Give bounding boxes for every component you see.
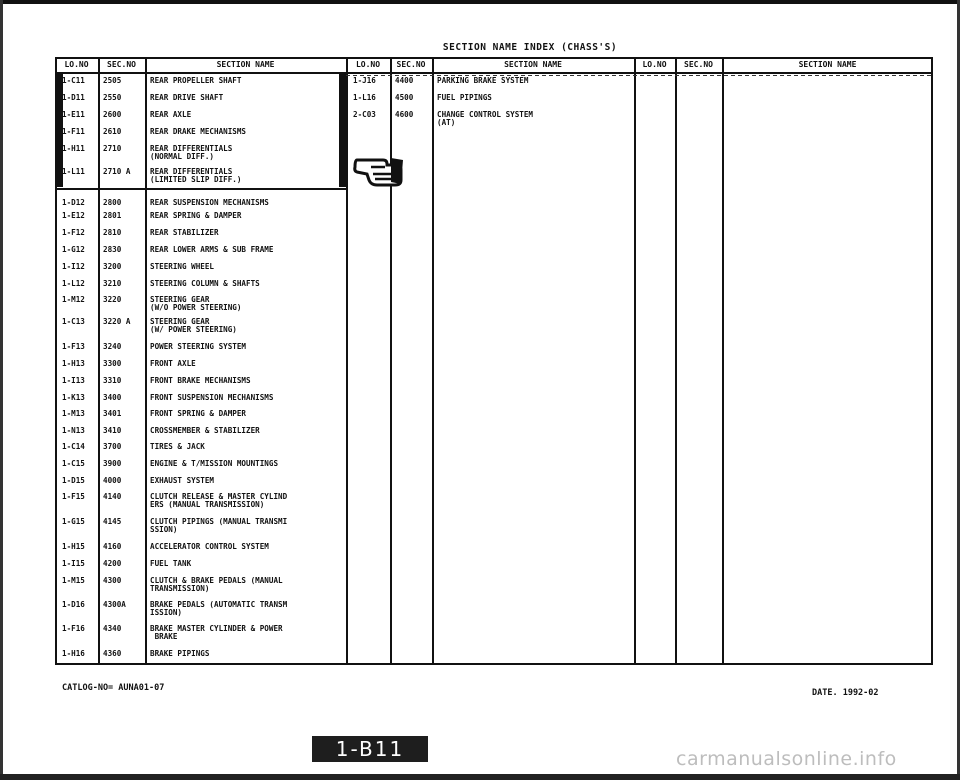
sec-number: 4145 (103, 517, 122, 526)
lo-number: 1-C13 (62, 317, 85, 326)
lo-number: 1-K13 (62, 393, 85, 402)
section-name: BRAKE MASTER CYLINDER & POWER BRAKE (150, 624, 283, 641)
sec-number: 3900 (103, 459, 122, 468)
header-section-name: SECTION NAME (216, 60, 275, 69)
section-name: FRONT BRAKE MECHANISMS (150, 376, 251, 385)
sec-number: 2550 (103, 93, 122, 102)
catalog-number: CATLOG-NO= AUNA01-07 (62, 683, 165, 693)
header-lo-no: LO.NO (64, 60, 89, 69)
section-name: REAR SUSPENSION MECHANISMS (150, 198, 269, 207)
lo-number: 1-F11 (62, 127, 85, 136)
section-name: FRONT AXLE (150, 359, 196, 368)
lo-number: 1-F15 (62, 492, 85, 501)
header-section-name: SECTION NAME (504, 60, 562, 69)
column-divider (145, 57, 147, 665)
lo-number: 1-H16 (62, 649, 85, 658)
sec-number: 3200 (103, 262, 122, 271)
section-name: STEERING GEAR (W/O POWER STEERING) (150, 295, 242, 312)
lo-number: 1-J16 (353, 76, 376, 85)
lo-number: 1-F13 (62, 342, 85, 351)
sec-number: 4500 (395, 93, 414, 102)
sec-number: 2800 (103, 198, 122, 207)
block-divider (55, 188, 346, 190)
lo-number: 1-G12 (62, 245, 85, 254)
section-name: BRAKE PIPINGS (150, 649, 210, 658)
sec-number: 3210 (103, 279, 122, 288)
sec-number: 2505 (103, 76, 122, 85)
header-divider (55, 72, 933, 74)
sec-number: 3401 (103, 409, 122, 418)
lo-number: 2-C03 (353, 110, 376, 119)
section-name: BRAKE PEDALS (AUTOMATIC TRANSM ISSION) (150, 600, 288, 617)
lo-number: 1-M12 (62, 295, 85, 304)
lo-number: 1-M13 (62, 409, 85, 418)
section-name: CLUTCH PIPINGS (MANUAL TRANSMI SSION) (150, 517, 288, 534)
section-name: REAR DIFFERENTIALS (NORMAL DIFF.) (150, 144, 233, 161)
sec-number: 4300 (103, 576, 122, 585)
section-name: EXHAUST SYSTEM (150, 476, 215, 485)
lo-number: 1-H15 (62, 542, 85, 551)
lo-number: 1-M15 (62, 576, 85, 585)
sec-number: 4360 (103, 649, 122, 658)
lo-number: 1-E11 (62, 110, 85, 119)
section-name: CLUTCH RELEASE & MASTER CYLIND ERS (MANUAL TRANSMISSION) (150, 492, 288, 509)
page-edge-bottom (0, 774, 960, 780)
sec-number: 4000 (103, 476, 122, 485)
header-lo-no: LO.NO (642, 60, 667, 69)
dashed-separator (346, 75, 933, 76)
sec-number: 3240 (103, 342, 122, 351)
lo-number: 1-D12 (62, 198, 85, 207)
lo-number: 1-G15 (62, 517, 85, 526)
header-sec-no: SEC.NO (396, 60, 426, 69)
lo-number: 1-D11 (62, 93, 85, 102)
header-section-name: SECTION NAME (798, 60, 857, 69)
lo-number: 1-C15 (62, 459, 85, 468)
section-name: REAR LOWER ARMS & SUB FRAME (150, 245, 274, 254)
column-divider (722, 57, 724, 665)
section-name: ENGINE & T/MISSION MOUNTINGS (150, 459, 279, 468)
lo-number: 1-F12 (62, 228, 85, 237)
section-name: STEERING WHEEL (150, 262, 215, 271)
section-name: REAR DIFFERENTIALS (LIMITED SLIP DIFF.) (150, 167, 242, 184)
lo-number: 1-F16 (62, 624, 85, 633)
column-divider (98, 57, 100, 665)
sec-number: 2610 (103, 127, 122, 136)
marker-band-mid (339, 73, 347, 187)
lo-number: 1-H11 (62, 144, 85, 153)
lo-number: 1-I12 (62, 262, 85, 271)
lo-number: 1-E12 (62, 211, 85, 220)
section-name: REAR DRAKE MECHANISMS (150, 127, 247, 136)
column-divider (634, 57, 636, 665)
section-name: ACCELERATOR CONTROL SYSTEM (150, 542, 269, 551)
lo-number: 1-H13 (62, 359, 85, 368)
sec-number: 3310 (103, 376, 122, 385)
sec-number: 4300A (103, 600, 126, 609)
section-name: PARKING BRAKE SYSTEM (437, 76, 529, 85)
header-lo-no: LO.NO (355, 60, 381, 69)
sec-number: 2830 (103, 245, 122, 254)
sec-number: 2801 (103, 211, 122, 220)
sec-number: 2710 A (103, 167, 131, 176)
lo-number: 1-D15 (62, 476, 85, 485)
header-sec-no: SEC.NO (684, 60, 713, 69)
sec-number: 4160 (103, 542, 122, 551)
section-name: TIRES & JACK (150, 442, 205, 451)
lo-number: 1-C11 (62, 76, 85, 85)
lo-number: 1-I13 (62, 376, 85, 385)
sec-number: 4400 (395, 76, 414, 85)
sec-number: 2710 (103, 144, 122, 153)
page-title: SECTION NAME INDEX (CHASS'S) (442, 42, 618, 53)
page-edge-top (0, 0, 960, 4)
sec-number: 4200 (103, 559, 122, 568)
sec-number: 4600 (395, 110, 414, 119)
section-name: REAR SPRING & DAMPER (150, 211, 242, 220)
section-name: STEERING GEAR (W/ POWER STEERING) (150, 317, 237, 334)
section-name: FUEL TANK (150, 559, 192, 568)
section-name: CLUTCH & BRAKE PEDALS (MANUAL TRANSMISSION) (150, 576, 283, 593)
pointing-hand-icon (353, 148, 409, 192)
column-divider (675, 57, 677, 665)
lo-number: 1-C14 (62, 442, 85, 451)
document-date: DATE. 1992-02 (812, 688, 879, 698)
sec-number: 3410 (103, 426, 122, 435)
sec-number: 3220 A (103, 317, 131, 326)
section-name: FRONT SPRING & DAMPER (150, 409, 247, 418)
lo-number: 1-I15 (62, 559, 85, 568)
sec-number: 3220 (103, 295, 122, 304)
section-name: STEERING COLUMN & SHAFTS (150, 279, 260, 288)
sec-number: 3400 (103, 393, 122, 402)
page-number-tab: 1-B11 (312, 736, 428, 762)
lo-number: 1-L11 (62, 167, 85, 176)
sec-number: 4140 (103, 492, 122, 501)
sec-number: 3700 (103, 442, 122, 451)
section-name: REAR PROPELLER SHAFT (150, 76, 242, 85)
section-name: REAR DRIVE SHAFT (150, 93, 224, 102)
section-name: CHANGE CONTROL SYSTEM (AT) (437, 110, 534, 127)
watermark-text: carmanualsonline.info (676, 748, 897, 770)
column-divider (432, 57, 434, 665)
section-name: REAR STABILIZER (150, 228, 219, 237)
sec-number: 2600 (103, 110, 122, 119)
page-edge-left (0, 0, 3, 780)
section-name: FRONT SUSPENSION MECHANISMS (150, 393, 274, 402)
section-name: POWER STEERING SYSTEM (150, 342, 247, 351)
lo-number: 1-N13 (62, 426, 85, 435)
section-name: FUEL PIPINGS (437, 93, 492, 102)
lo-number: 1-D16 (62, 600, 85, 609)
sec-number: 3300 (103, 359, 122, 368)
sec-number: 4340 (103, 624, 122, 633)
header-sec-no: SEC.NO (107, 60, 136, 69)
sec-number: 2810 (103, 228, 122, 237)
section-name: CROSSMEMBER & STABILIZER (150, 426, 260, 435)
lo-number: 1-L16 (353, 93, 376, 102)
lo-number: 1-L12 (62, 279, 85, 288)
section-name: REAR AXLE (150, 110, 192, 119)
